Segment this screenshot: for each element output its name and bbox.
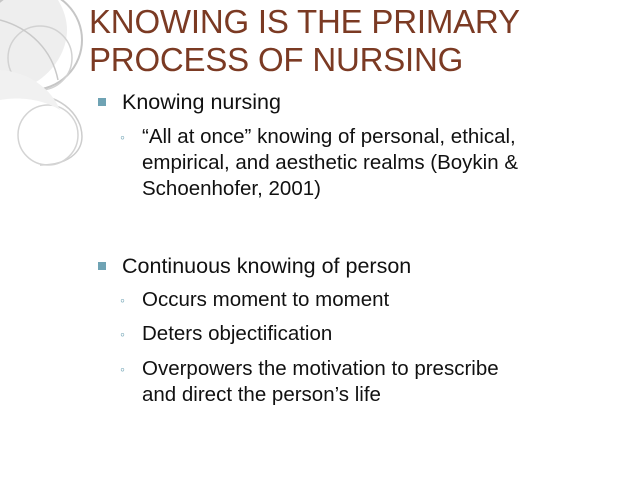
circle-bullet-icon: ◦ — [120, 129, 125, 145]
circle-bullet-icon: ◦ — [120, 292, 125, 308]
slide-title-line-2: PROCESS OF NURSING — [89, 41, 464, 78]
square-bullet-icon — [98, 253, 107, 279]
bullet-text: Knowing nursing — [122, 90, 281, 114]
square-bullet-icon — [98, 89, 107, 115]
circle-bullet-icon: ◦ — [120, 361, 125, 377]
sub-bullet-line: and direct the person’s life — [142, 383, 381, 406]
sub-bullet-objectification — [120, 321, 332, 347]
sub-bullet-all-at-once — [120, 124, 518, 202]
sub-bullet-line: empirical, and aesthetic realms (Boykin & — [142, 151, 518, 174]
bullet-knowing-nursing — [104, 89, 281, 115]
ring-lower — [18, 105, 78, 165]
bullet-text: Continuous knowing of person — [122, 254, 412, 278]
ring-arc-middle — [0, 93, 82, 165]
slide-title-line-1: KNOWING IS THE PRIMARY — [89, 3, 520, 40]
circle-bullet-icon: ◦ — [120, 326, 125, 342]
bullet-continuous-knowing — [104, 253, 411, 279]
sub-bullet-line: “All at once” knowing of personal, ethical, — [142, 125, 516, 148]
sub-bullet-overpowers — [120, 356, 499, 408]
sub-bullet-line: Occurs moment to moment — [142, 288, 390, 311]
slide-title — [89, 3, 629, 79]
sub-bullet-line: Deters objectification — [142, 322, 333, 345]
sub-bullet-moment — [120, 287, 389, 313]
sub-bullet-line: Overpowers the motivation to prescribe — [142, 357, 499, 380]
sub-bullet-line: Schoenhofer, 2001) — [142, 177, 321, 200]
